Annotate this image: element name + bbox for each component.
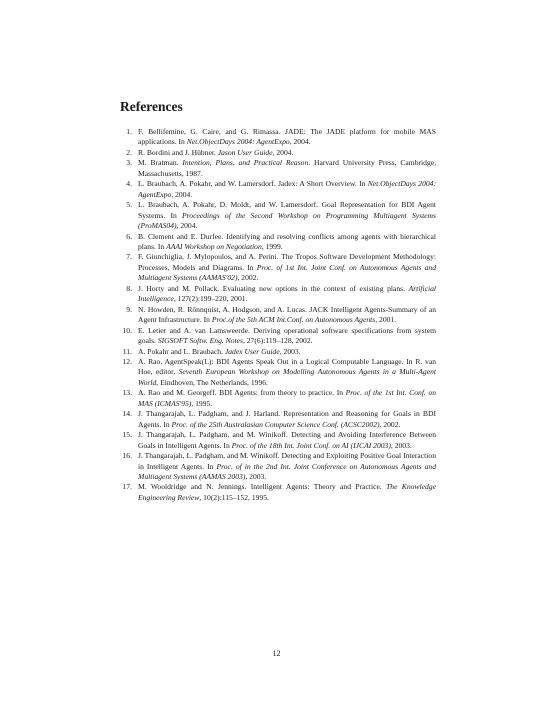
reference-text: , 1995. (191, 398, 213, 408)
reference-number: 10. (122, 325, 132, 335)
reference-item (120, 305, 436, 326)
reference-text: M. Wooldridge and N. Jennings. Intelligent Agents: Theory and Practice. (138, 482, 387, 492)
reference-text: , 2002. (379, 419, 401, 429)
reference-text: A. Pokahr and L. Braubach. (138, 346, 225, 356)
reference-item (120, 388, 436, 409)
reference-text: R. Bordini and J. Hübner. (138, 147, 218, 157)
reference-text: , 2001. (375, 315, 397, 325)
reference-text: , 1999. (261, 241, 283, 251)
reference-text: , 2004. (289, 137, 311, 147)
reference-venue: Jadex User Guide (224, 346, 280, 356)
section-heading: References (120, 99, 183, 114)
page-number: 12 (272, 649, 281, 658)
reference-number: 13. (122, 388, 132, 398)
reference-text: J. Horty and M. Pollack. Evaluating new options in the context of existing plans. (138, 283, 409, 293)
reference-venue: Proc. of in the 2nd Int. Joint Conference on Autonomous Agents and Multiagent Systems (AAMAS 2003) (138, 461, 436, 481)
reference-venue: Proc. of the 25th Australasian Computer Science Conf. (ACSC2002) (171, 419, 380, 429)
reference-item (120, 158, 436, 179)
reference-number: 11. (122, 346, 132, 356)
reference-venue: Net.ObjectDays 2004: AgentExpo (186, 137, 290, 147)
reference-venue: SIGSOFT Softw. Eng. Notes (157, 336, 243, 346)
reference-number: 16. (122, 451, 132, 461)
reference-number: 17. (122, 482, 132, 492)
reference-text: N. Howden, R. Rönnquist, A. Hodgson, and A. Lucas. JACK Intelligent Agents-Summary of an Agent Infrastructure. In (138, 304, 436, 325)
reference-text: J. Thangarajah, L. Padgham, and M. Winikoff. Detecting and Exploiting Positive Goal Interaction in Intelligent Agents. In (138, 451, 436, 471)
reference-text: , 10(2):115–152, 1995. (199, 492, 269, 502)
reference-text: , 2004. (176, 221, 198, 231)
reference-item (120, 232, 436, 253)
reference-item (120, 482, 436, 503)
reference-number: 14. (122, 409, 132, 419)
reference-text: , 127(2):199–220, 2001. (173, 294, 248, 304)
reference-venue: AAAI Workshop on Negotiation (166, 241, 262, 251)
reference-item (120, 179, 436, 200)
reference-text: F. Bellifemine, G. Caire, and G. Rimassa. JADE: The JADE platform for mobile MAS applications. In (138, 127, 436, 147)
reference-venue: Proc.of the 5th ACM Int.Conf. on Autonomous Agents (211, 315, 376, 325)
reference-text: M. Bratman. (138, 158, 183, 168)
reference-item (120, 148, 436, 158)
reference-text: L. Braubach, A. Pokahr, and W. Lamersdorf. Jadex: A Short Overview. In (138, 179, 368, 189)
reference-number: 4. (126, 179, 132, 189)
reference-venue: Proc. of 1st Int. Joint Conf. on Autonomous Agents and Multiagent Systems (AAMAS'02) (138, 262, 436, 283)
reference-item (120, 430, 436, 451)
reference-text: E. Letier and A. van Lamsweerde. Deriving operational software specifications from system goals. (138, 325, 436, 346)
reference-item (120, 451, 436, 482)
reference-item (120, 357, 436, 388)
reference-text: , 27(6):119–128, 2002. (242, 336, 313, 346)
reference-text: B. Clement and E. Durfee. Identifying and resolving conflicts among agents with hierarchical plans. In (138, 231, 436, 251)
reference-venue: Seventh European Workshop on Modelling Autonomous Agents in a Multi-Agent World (138, 367, 436, 387)
reference-venue: Jason User Guide (217, 147, 273, 157)
reference-text: , Eindhoven, The Netherlands, 1996. (156, 377, 268, 387)
reference-venue: Net.ObjectDays 2004: AgentExpo (138, 179, 436, 199)
reference-number: 6. (126, 231, 132, 241)
reference-text: , 2004. (272, 147, 294, 157)
reference-venue: Artificial Intelligence (138, 283, 436, 304)
reference-item (120, 284, 436, 305)
reference-number: 2. (126, 147, 132, 157)
reference-number: 1. (126, 127, 132, 136)
reference-item (120, 252, 436, 283)
reference-item (120, 200, 436, 231)
reference-venue: Proceedings of the Second Workshop on Programming Multiagent Systems (ProMAS04) (138, 210, 436, 231)
reference-item (120, 347, 436, 357)
reference-number: 15. (122, 430, 132, 440)
reference-venue: Proc. of the 18th Int. Joint Conf. on AI (IJCAI 2003) (231, 440, 391, 450)
reference-item (120, 127, 436, 148)
reference-text: , 2003. (245, 471, 267, 481)
reference-number: 9. (126, 304, 132, 314)
reference-text: F. Giunchiglia, J. Mylopoulos, and A. Perini. The Tropos Software Development Methodology: Processes, Models and Diagrams. In (138, 252, 436, 272)
reference-number: 8. (126, 283, 132, 293)
reference-text: , 2002. (237, 273, 259, 283)
reference-text: . Harvard University Press, Cambridge, Massachusetts, 1987. (138, 158, 437, 178)
reference-text: A. Rao. AgentSpeak(L): BDI Agents Speak Out in a Logical Computable Language. In R. van Hoe, editor, (138, 356, 436, 377)
reference-venue: Intention, Plans, and Practical Reason (182, 158, 309, 168)
reference-number: 7. (126, 252, 132, 262)
reference-text: , 2003. (390, 440, 412, 450)
reference-text: J. Thangarajah, L. Padgham, and M. Winikoff. Detecting and Avoiding Interference Between Goals in Intelligent Agents. In (138, 430, 436, 450)
reference-text: J. Thangarajah, L. Padgham, and J. Harland. Representation and Reasoning for Goals in BDI Agents. In (138, 409, 436, 429)
reference-text: A. Rao and M. Georgeff. BDI Agents: from theory to practice. In (138, 388, 346, 398)
reference-text: , 2004. (171, 189, 193, 199)
reference-venue: The Knowledge Engineering Review (138, 482, 436, 502)
reference-item (120, 326, 436, 347)
reference-item (120, 409, 436, 430)
reference-list (120, 127, 436, 503)
reference-number: 5. (126, 200, 132, 210)
reference-venue: Proc. of the 1st Int. Conf. on MAS (ICMAS'95) (138, 388, 436, 408)
reference-text: , 2003. (279, 346, 301, 356)
reference-number: 12. (122, 356, 132, 366)
reference-text: L. Braubach, A. Pokahr, D. Moldt, and W. Lamersdorf. Goal Representation for BDI Agent Systems. In (138, 200, 436, 220)
reference-number: 3. (126, 158, 132, 168)
